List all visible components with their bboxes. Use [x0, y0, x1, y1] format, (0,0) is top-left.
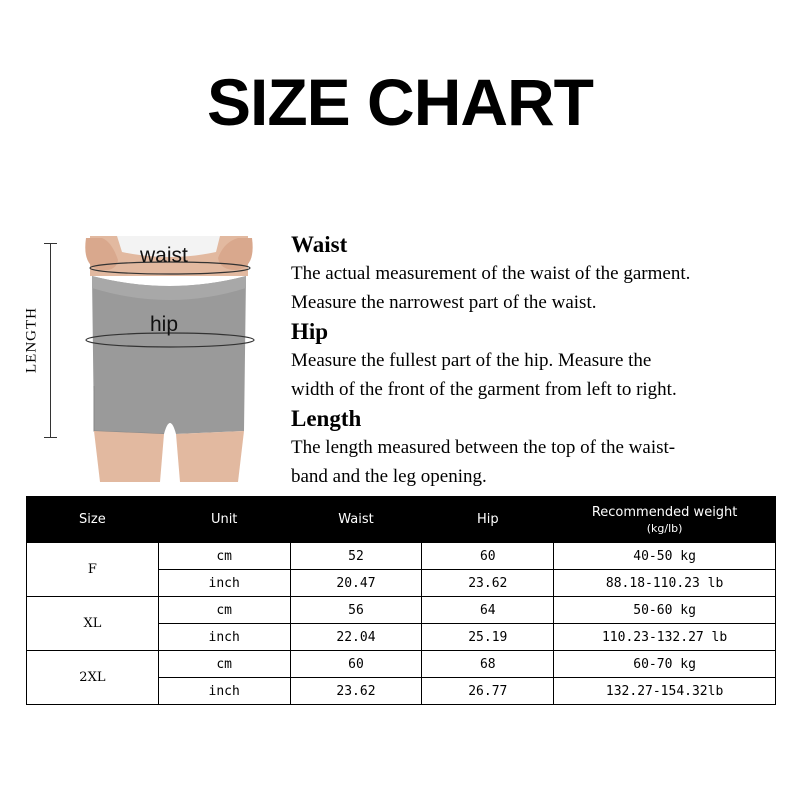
header-hip: Hip	[422, 497, 554, 543]
size-table	[26, 496, 776, 705]
waist-desc-line: Measure the narrowest part of the waist.	[291, 292, 597, 313]
length-top-tick	[44, 243, 57, 244]
page-title: SIZE CHART	[207, 65, 593, 139]
hip-heading: Hip	[291, 319, 329, 344]
length-desc-line: The length measured between the top of the waist-	[291, 437, 676, 458]
table-row	[27, 597, 776, 624]
waist-cell: 56	[290, 597, 422, 624]
header-unit: Unit	[158, 497, 290, 543]
unit-cell: cm	[158, 543, 290, 570]
length-desc-line: band and the leg opening.	[291, 466, 487, 487]
size-cell: 2XL	[27, 651, 159, 705]
waist-cell: 60	[290, 651, 422, 678]
header-waist: Waist	[290, 497, 422, 543]
hip-cell: 25.19	[422, 624, 554, 651]
measurement-descriptions	[291, 230, 791, 491]
waist-cell: 22.04	[290, 624, 422, 651]
unit-cell: inch	[158, 624, 290, 651]
size-cell: F	[27, 543, 159, 597]
table-row	[27, 651, 776, 678]
unit-cell: inch	[158, 570, 290, 597]
unit-cell: cm	[158, 597, 290, 624]
waist-cell: 20.47	[290, 570, 422, 597]
weight-cell: 88.18-110.23 lb	[554, 570, 776, 597]
hip-cell: 60	[422, 543, 554, 570]
length-measure-line	[50, 243, 51, 438]
weight-cell: 40-50 kg	[554, 543, 776, 570]
header-size: Size	[27, 497, 159, 543]
table-header-row	[27, 497, 776, 543]
weight-cell: 132.27-154.32lb	[554, 678, 776, 705]
unit-cell: cm	[158, 651, 290, 678]
length-bottom-tick	[44, 437, 57, 438]
header-weight-unit: (kg/lb)	[646, 521, 683, 535]
waist-cell: 52	[290, 543, 422, 570]
length-axis-label: LENGTH	[23, 307, 40, 373]
hip-cell: 64	[422, 597, 554, 624]
hip-desc-line: Measure the fullest part of the hip. Measure the	[291, 350, 652, 371]
table-row	[27, 543, 776, 570]
waist-heading: Waist	[291, 232, 348, 257]
length-heading: Length	[291, 406, 362, 431]
hip-figure-label: hip	[150, 313, 179, 336]
hip-cell: 23.62	[422, 570, 554, 597]
hip-cell: 26.77	[422, 678, 554, 705]
hip-cell: 68	[422, 651, 554, 678]
weight-cell: 60-70 kg	[554, 651, 776, 678]
size-cell: XL	[27, 597, 159, 651]
weight-cell: 110.23-132.27 lb	[554, 624, 776, 651]
unit-cell: inch	[158, 678, 290, 705]
hip-desc-line: width of the front of the garment from left to right.	[291, 379, 677, 400]
waist-cell: 23.62	[290, 678, 422, 705]
waist-desc-line: The actual measurement of the waist of the garment.	[291, 263, 691, 284]
shorts-illustration	[82, 236, 256, 482]
header-weight	[554, 497, 776, 543]
header-weight-title: Recommended weight	[591, 504, 738, 520]
waist-figure-label: waist	[140, 244, 188, 267]
weight-cell: 50-60 kg	[554, 597, 776, 624]
